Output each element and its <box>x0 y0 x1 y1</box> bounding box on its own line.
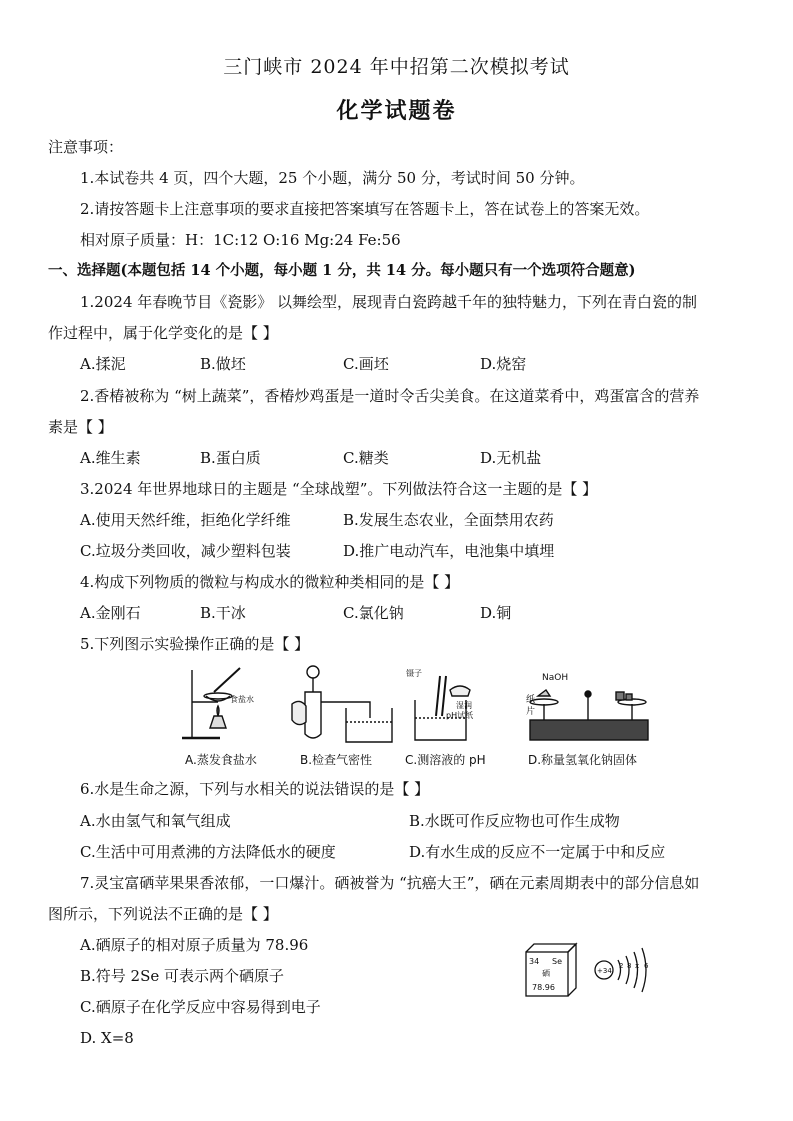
q1-line1: 1.2024 年春晚节目《瓷影》 以舞绘型，展现青白瓷跨越千年的独特魅力，下列在青白瓷的制 <box>80 293 698 311</box>
selenium-atomic-number: 34 <box>529 957 540 966</box>
q1-option-d: D.烧窑 <box>480 355 527 373</box>
selenium-mass: 78.96 <box>532 983 555 992</box>
fig-b-airtightness <box>292 666 392 742</box>
selenium-symbol: Se <box>552 957 562 966</box>
fig-c-label-tweezers: 镊子 <box>406 669 422 678</box>
fig-d-label-paper-1: 纸 <box>526 695 536 705</box>
q4-option-b: B.干冰 <box>200 604 246 622</box>
q3-line1: 3.2024 年世界地球日的主题是 “全球战塑”。下列做法符合这一主题的是【 】 <box>80 480 598 498</box>
notice-item-2: 2.请按答题卡上注意事项的要求直接把答案填写在答题卡上，答在试卷上的答案无效。 <box>80 200 650 218</box>
q1-option-c: C.画坯 <box>343 355 389 373</box>
shell-3: x <box>635 962 640 970</box>
q2-option-c: C.糖类 <box>343 449 389 467</box>
q3-option-d: D.推广电动汽车，电池集中填埋 <box>343 542 555 560</box>
q2-option-b: B.蛋白质 <box>200 449 261 467</box>
q7-selenium-figure <box>520 938 660 1002</box>
q1-option-b: B.做坯 <box>200 355 246 373</box>
fig-c-caption: C.测溶液的 pH <box>405 753 486 767</box>
section-heading: 一、选择题(本题包括 14 个小题，每小题 1 分，共 14 分。每小题只有一个选项符合题意) <box>48 262 636 279</box>
fig-d-label-naoh: NaOH <box>542 673 569 683</box>
q7-option-d: D. X=8 <box>80 1029 134 1047</box>
q7-line1: 7.灵宝富硒苹果果香浓郁，一口爆汁。硒被誉为 “抗癌大王”，硒在元素周期表中的部分信息如 <box>80 874 700 892</box>
q7-option-c: C.硒原子在化学反应中容易得到电子 <box>80 998 321 1016</box>
fig-d-label-paper-2: 片 <box>526 707 536 717</box>
fig-d-weighing <box>530 690 648 740</box>
fig-b-caption: B.检查气密性 <box>300 753 373 767</box>
fig-a-label: 食盐水 <box>230 695 254 704</box>
q7-option-a: A.硒原子的相对原子质量为 78.96 <box>80 936 309 954</box>
q2-option-a: A.维生素 <box>80 449 141 467</box>
q5-line1: 5.下列图示实验操作正确的是【 】 <box>80 635 310 653</box>
shell-2: 8 <box>627 962 632 970</box>
q4-line1: 4.构成下列物质的微粒与构成水的微粒种类相同的是【 】 <box>80 573 460 591</box>
notice-heading: 注意事项： <box>48 138 124 156</box>
fig-d-caption: D.称量氢氧化钠固体 <box>528 753 638 767</box>
selenium-nucleus: +34 <box>597 967 612 975</box>
shell-1: 2 <box>619 962 624 970</box>
q6-option-a: A.水由氢气和氧气组成 <box>80 812 231 830</box>
fig-c-label-wet: 湿润 <box>456 701 472 710</box>
notice-item-1: 1.本试卷共 4 页，四个大题，25 个小题，满分 50 分，考试时间 50 分钟。 <box>80 169 585 187</box>
q6-option-b: B.水既可作反应物也可作生成物 <box>409 812 620 830</box>
q7-option-b: B.符号 2Se 可表示两个硒原子 <box>80 967 285 985</box>
q3-option-a: A.使用天然纤维，拒绝化学纤维 <box>80 511 291 529</box>
exam-title: 三门峡市 2024 年中招第二次模拟考试 <box>223 56 570 78</box>
q3-option-c: C.垃圾分类回收，减少塑料包装 <box>80 542 291 560</box>
q1-line2: 作过程中，属于化学变化的是【 】 <box>48 324 278 342</box>
fig-c-label-paper: pH试纸 <box>446 711 474 720</box>
fig-a-caption: A.蒸发食盐水 <box>185 753 257 767</box>
paper-title: 化学试题卷 <box>336 99 457 124</box>
q7-line2: 图所示，下列说法不正确的是【 】 <box>48 905 278 923</box>
shell-4: 6 <box>644 962 649 970</box>
q6-option-d: D.有水生成的反应不一定属于中和反应 <box>409 843 666 861</box>
q1-option-a: A.揉泥 <box>80 355 126 373</box>
q2-option-d: D.无机盐 <box>480 449 542 467</box>
q3-option-b: B.发展生态农业，全面禁用农药 <box>343 511 554 529</box>
q6-option-c: C.生活中可用煮沸的方法降低水的硬度 <box>80 843 336 861</box>
q5-figure-strip <box>170 662 660 748</box>
selenium-name: 硒 <box>542 969 550 978</box>
q4-option-d: D.铜 <box>480 604 512 622</box>
q4-option-a: A.金刚石 <box>80 604 141 622</box>
atomic-mass-line: 相对原子质量：H：1C:12 O:16 Mg:24 Fe:56 <box>80 231 401 249</box>
q6-line1: 6.水是生命之源，下列与水相关的说法错误的是【 】 <box>80 780 430 798</box>
q2-line1: 2.香椿被称为 “树上蔬菜”，香椿炒鸡蛋是一道时令舌尖美食。在这道菜肴中，鸡蛋富含的营养 <box>80 387 700 405</box>
q4-option-c: C.氯化钠 <box>343 604 404 622</box>
q2-line2: 素是【 】 <box>48 418 113 436</box>
